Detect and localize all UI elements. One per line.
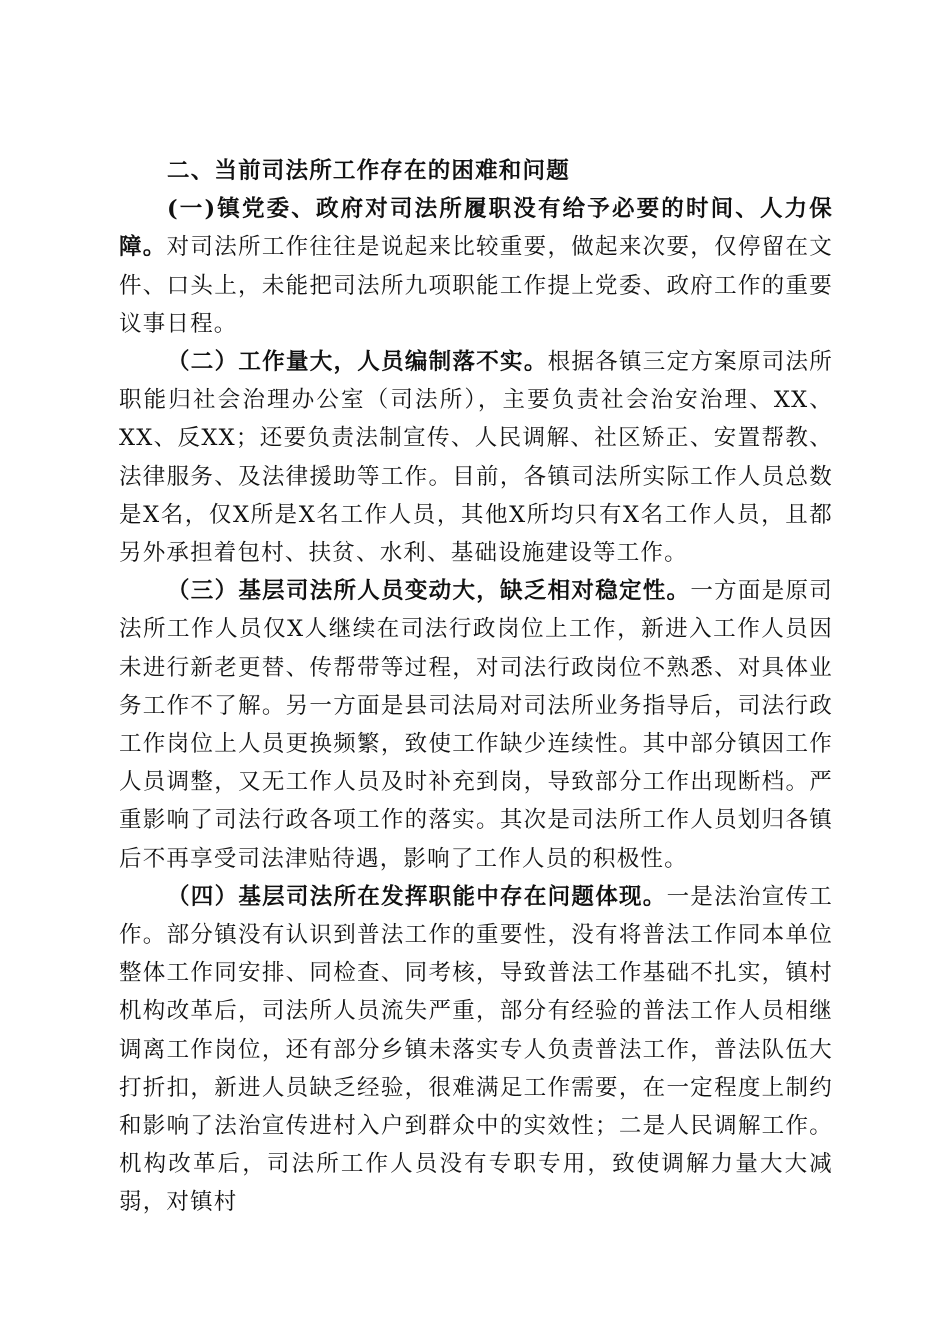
paragraph-2-lead: （二）工作量大，人员编制落不实。 [167, 349, 548, 376]
paragraph-3-body: 一方面是原司法所工作人员仅X人继续在司法行政岗位上工作，新进入工作人员因未进行新老更替、传帮带等过程，对司法行政岗位不熟悉、对具体业务工作不了解。另一方面是县司法局对司法所业务指导后，司法行政工作岗位上人员更换频繁，致使工作缺少连续性。其中部分镇因工作人员调整，又无工作人员及时补充到岗，导致部分工作出现断档。严重影响了司法行政各项工作的落实。其次是司法所工作人员划归各镇后不再享受司法津贴待遇，影响了工作人员的积极性。 [119, 578, 834, 872]
paragraph-4 [119, 878, 833, 1222]
paragraph-4-body: 一是法治宣传工作。部分镇没有认识到普法工作的重要性，没有将普法工作同本单位整体工作同安排、同检查、同考核，导致普法工作基础不扎实，镇村机构改革后，司法所人员流失严重，部分有经验的普法工作人员相继调离工作岗位，还有部分乡镇未落实专人负责普法工作，普法队伍大打折扣，新进人员缺乏经验，很难满足工作需要，在一定程度上制约和影响了法治宣传进村入户到群众中的实效性；二是人民调解工作。机构改革后，司法所工作人员没有专职专用，致使调解力量大大减弱，对镇村 [119, 883, 833, 1216]
paragraph-2 [119, 343, 833, 572]
paragraph-1 [119, 190, 833, 343]
document-body [119, 152, 833, 1222]
paragraph-1-body: 对司法所工作往往是说起来比较重要，做起来次要，仅停留在文件、口头上，未能把司法所九项职能工作提上党委、政府工作的重要议事日程。 [119, 234, 833, 337]
paragraph-3-lead: （三）基层司法所人员变动大，缺乏相对稳定性。 [167, 578, 691, 605]
paragraph-1-lead: (一)镇党委、政府对司法所履职没有给予必要的时间、人力保障。 [119, 196, 833, 261]
paragraph-3 [119, 572, 833, 878]
paragraph-4-lead: （四）基层司法所在发挥职能中存在问题体现。 [167, 883, 667, 910]
paragraph-2-body: 根据各镇三定方案原司法所职能归社会治理办公室（司法所），主要负责社会治安治理、XX、XX、反XX；还要负责法制宣传、人民调解、社区矫正、安置帮教、法律服务、及法律援助等工作。目前，各镇司法所实际工作人员总数是X名，仅X所是X名工作人员，其他X所均只有X名工作人员，且都另外承担着包村、扶贫、水利、基础设施建设等工作。 [119, 349, 833, 567]
section-heading: 二、当前司法所工作存在的困难和问题 [167, 158, 570, 184]
